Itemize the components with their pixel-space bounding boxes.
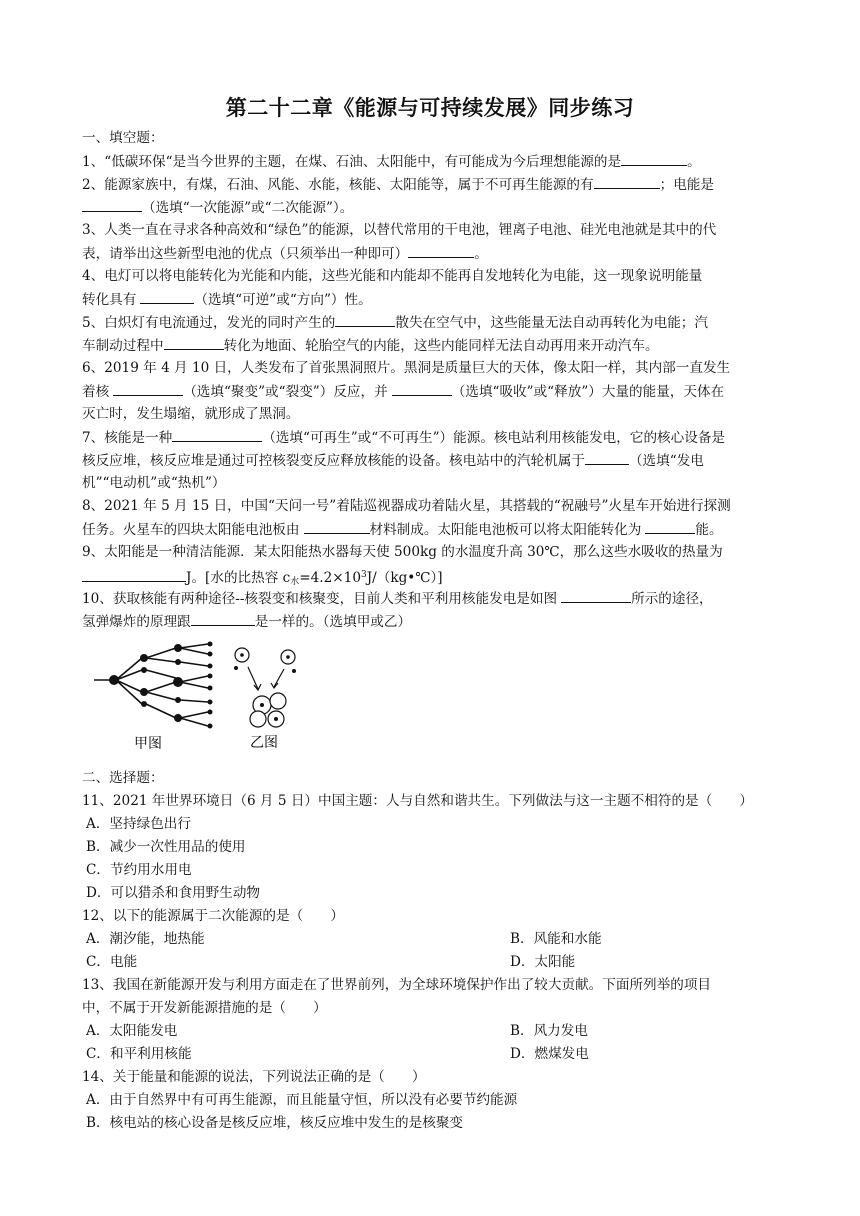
answer-blank[interactable]: [585, 450, 629, 465]
question-2-line-1: 2、能源家族中，有煤，石油、风能、水能，核能、太阳能等，属于不可再生能源的有 ；电能是: [82, 174, 782, 195]
answer-blank[interactable]: [594, 174, 660, 189]
section-heading-multiple-choice: 二、选择题：: [82, 770, 164, 786]
answer-blank[interactable]: [561, 588, 631, 603]
answer-blank[interactable]: [191, 611, 255, 626]
question-2-line-2: （选填“一次能源”或“二次能源”）。: [82, 197, 782, 218]
answer-blank[interactable]: [140, 289, 194, 304]
answer-blank[interactable]: [113, 381, 183, 396]
q12-option-b[interactable]: B．风能和水能: [510, 931, 602, 947]
q11-option-b[interactable]: B．减少一次性用品的使用: [86, 839, 246, 855]
question-7-line-2: 核反应堆，核反应堆是通过可控核裂变反应释放核能的设备。核电站中的汽轮机属于 （选填“发电: [82, 450, 782, 471]
q11-option-d[interactable]: D．可以猎杀和食用野生动物: [86, 885, 261, 901]
section-heading-fill-blank: 一、填空题：: [82, 130, 164, 146]
answer-blank[interactable]: [645, 519, 695, 534]
answer-blank[interactable]: [82, 197, 142, 212]
q11-option-c[interactable]: C．节约用水用电: [86, 862, 192, 878]
fusion-caption: 乙图: [250, 735, 278, 751]
q13-option-b[interactable]: B．风力发电: [510, 1023, 588, 1039]
question-1: 1、“低碳环保“是当今世界的主题，在煤、石油、太阳能中，有可能成为今后理想能源的是 。: [82, 151, 782, 172]
question-5-line-2: 车制动过程中 转化为地面、轮胎空气的内能，这些内能同样无法自动再用来开动汽车。: [82, 335, 782, 356]
question-6-line-3: 灭亡时，发生塌缩，就形成了黑洞。: [82, 406, 300, 422]
q12-option-a[interactable]: A．潮汐能，地热能: [86, 931, 205, 947]
question-14: 14、关于能量和能源的说法，下列说法正确的是（ ）: [82, 1069, 426, 1085]
question-10-line-2: 氢弹爆炸的原理跟 是一样的。（选填甲或乙）: [82, 611, 782, 632]
answer-blank[interactable]: [82, 567, 186, 582]
question-10-line-1: 10、获取核能有两种途径--核裂变和核聚变，目前人类和平利用核能发电是如图 所示的途径，: [82, 588, 782, 609]
question-6-line-2: 着核 （选填“聚变”或“裂变”）反应，并 （选填“吸收”或“释放”）大量的能量，天体在: [82, 381, 782, 402]
question-9-line-1: 9、太阳能是一种清洁能源．某太阳能热水器每天使 500kg 的水温度升高 30℃，那么这些水吸收的热量为: [82, 544, 723, 560]
question-4-line-1: 4、电灯可以将电能转化为光能和内能，这些光能和内能却不能再自发地转化为电能，这一现象说明能量: [82, 268, 703, 284]
question-13-line-1: 13、我国在新能源开发与利用方面走在了世界前列，为全球环境保护作出了较大贡献。下面所列举的项目: [82, 977, 712, 993]
answer-blank[interactable]: [164, 335, 224, 350]
question-8-line-1: 8、2021 年 5 月 15 日，中国“天问一号”着陆巡视器成功着陆火星，其搭载的“祝融号”火星车开始进行探测: [82, 498, 731, 514]
question-3-line-2: 表，请举出这些新型电池的优点（只须举出一种即可） 。: [82, 243, 782, 264]
question-4-line-2: 转化具有 （选填“可逆”或“方向”）性。: [82, 289, 782, 310]
q14-option-a[interactable]: A．由于自然界中有可再生能源，而且能量守恒，所以没有必要节约能源: [86, 1092, 518, 1108]
answer-blank[interactable]: [392, 381, 452, 396]
q12-option-d[interactable]: D．太阳能: [510, 954, 576, 970]
fission-diagram: [84, 640, 224, 755]
fission-caption: 甲图: [134, 736, 162, 752]
question-12: 12、以下的能源属于二次能源的是（ ）: [82, 908, 344, 924]
q14-option-b[interactable]: B．核电站的核心设备是核反应堆，核反应堆中发生的是核聚变: [86, 1115, 464, 1131]
question-3-line-1: 3、人类一直在寻求各种高效和“绿色”的能源，以替代常用的干电池，锂离子电池、硅光电池就是其中的代: [82, 222, 717, 238]
q11-option-a[interactable]: A．坚持绿色出行: [86, 816, 191, 832]
q12-option-c[interactable]: C．电能: [86, 954, 138, 970]
q13-option-c[interactable]: C．和平利用核能: [86, 1046, 192, 1062]
answer-blank[interactable]: [621, 151, 687, 166]
q13-option-a[interactable]: A．太阳能发电: [86, 1023, 178, 1039]
question-7-line-3: 机”“电动机”或“热机”）: [82, 475, 226, 491]
fusion-diagram: [228, 643, 308, 758]
answer-blank[interactable]: [335, 312, 395, 327]
answer-blank[interactable]: [304, 519, 370, 534]
answer-blank[interactable]: [172, 427, 262, 442]
question-11: 11、2021 年世界环境日（6 月 5 日）中国主题：人与自然和谐共生。下列做法与这一主题不相符的是（ ）: [82, 793, 754, 809]
q13-option-d[interactable]: D．燃煤发电: [510, 1046, 589, 1062]
question-6-line-1: 6、2019 年 4 月 10 日，人类发布了首张黑洞照片。黑洞是质量巨大的天体，像太阳一样，其内部一直发生: [82, 360, 731, 376]
question-8-line-2: 任务。火星车的四块太阳能电池板由 材料制成。太阳能电池板可以将太阳能转化为 能。: [82, 519, 782, 540]
question-7-line-1: 7、核能是一种 （选填“可再生”或“不可再生”）能源。核电站利用核能发电，它的核心设备是: [82, 427, 782, 448]
question-13-line-2: 中，不属于开发新能源措施的是（ ）: [82, 1000, 327, 1016]
page-title: 第二十二章《能源与可持续发展》同步练习: [225, 96, 635, 120]
question-9-line-2: J。[水的比热容 $c_水=4.2\times 10^3J/(kg•℃)$]: [82, 565, 782, 592]
question-5-line-1: 5、白炽灯有电流通过，发光的同时产生的 散失在空气中，这些能量无法自动再转化为电能；汽: [82, 312, 782, 333]
answer-blank[interactable]: [408, 243, 474, 258]
